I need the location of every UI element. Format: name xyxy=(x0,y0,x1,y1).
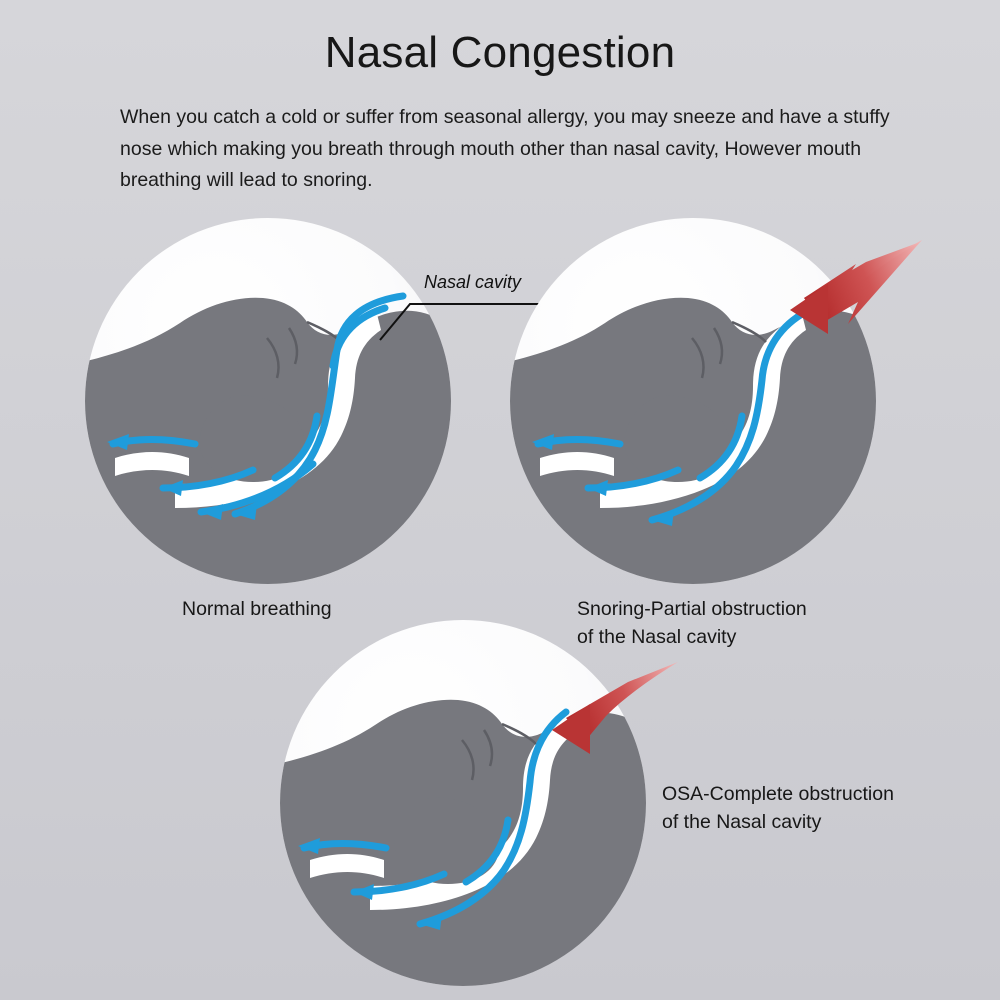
caption-osa-line2: of the Nasal cavity xyxy=(662,811,822,834)
caption-osa xyxy=(662,780,982,837)
caption-snoring-line1: Snoring-Partial obstruction xyxy=(577,598,807,620)
red-obstruction-arrow xyxy=(746,234,926,384)
page-title: Nasal Congestion xyxy=(324,28,676,77)
nasal-cavity-label: Nasal cavity xyxy=(424,272,522,292)
intro-paragraph: When you catch a cold or suffer from seasonal allergy, you may sneeze and have a stuffy nose which making you breath through mouth other than nasal cavity, However mouth breathing will lead to snoring. xyxy=(120,106,890,192)
head-cross-section-normal xyxy=(85,218,451,584)
panel-normal-breathing xyxy=(85,218,451,584)
caption-normal-breathing: Normal breathing xyxy=(182,598,332,620)
caption-osa-line1: OSA-Complete obstruction xyxy=(662,783,894,805)
panel-snoring xyxy=(510,218,876,584)
caption-snoring-line2: of the Nasal cavity xyxy=(577,626,737,649)
red-obstruction-arrow xyxy=(512,658,682,798)
panel-osa xyxy=(280,620,646,986)
